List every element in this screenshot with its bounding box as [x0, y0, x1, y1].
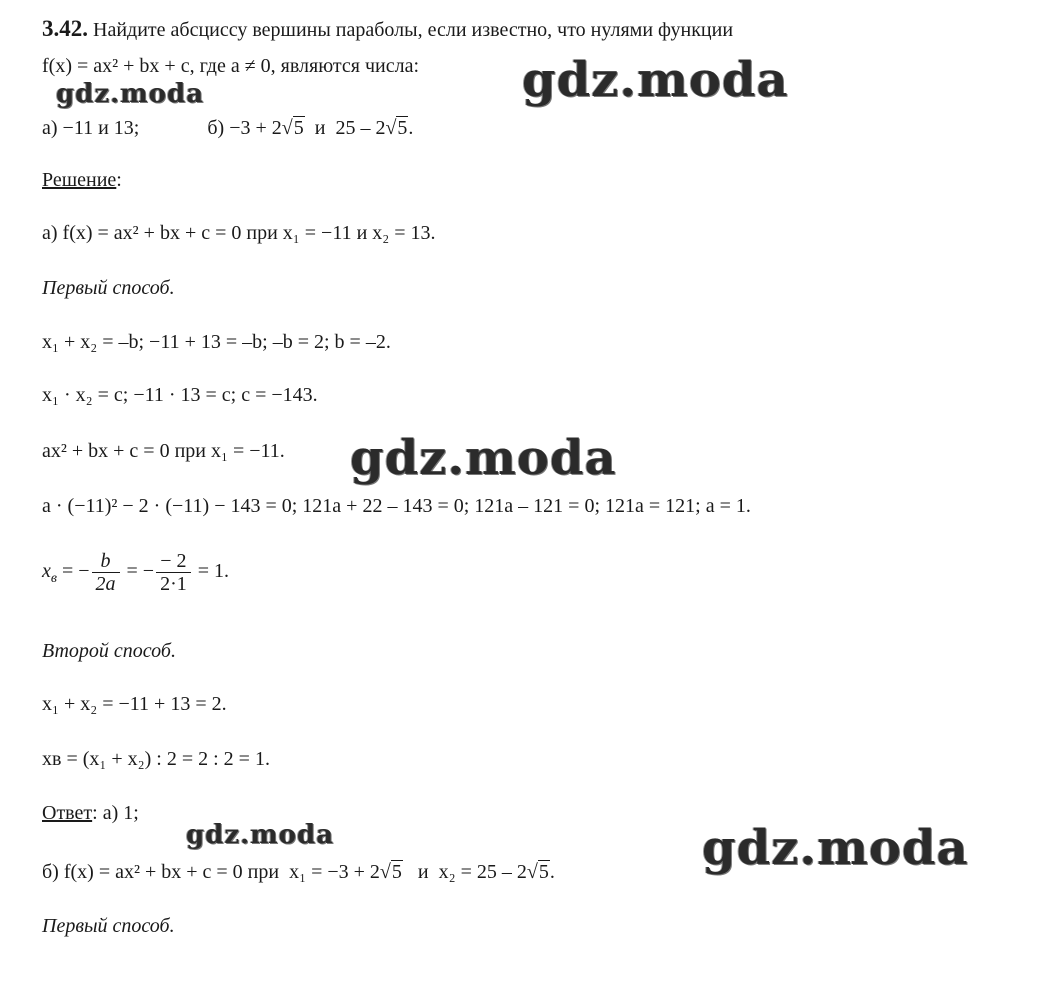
fraction-1: $\frac{b}{2a}$	[92, 550, 120, 595]
watermark-logo: gdz.moda	[186, 820, 335, 850]
part-b-radicand-1: 5	[391, 861, 402, 883]
part-a-method-1: Первый способ.	[42, 277, 175, 299]
part-a-method-2: Второй способ.	[42, 640, 176, 662]
answer-line	[42, 803, 139, 823]
part-a-line: а) f(x) = ax² + bx + c = 0 при x₁ = −11 и x₂ = 13.	[42, 222, 436, 244]
answer-label: Ответ	[42, 802, 93, 824]
problem-options: а) −11 и 13; б) −3 + 2√5 и 25 – 2√5.	[42, 117, 414, 139]
problem-number: 3.42.	[42, 16, 88, 41]
option-b-pre: −3 + 2	[229, 117, 282, 139]
vertex-formula-line: $x_в$ = − $\frac{b}{2a}$ = − $\frac{- 2}{2\cdot 1}$ = 1.	[42, 550, 230, 595]
watermark-logo: gdz.moda	[702, 820, 969, 876]
option-a-text: −11 и 13;	[62, 117, 140, 139]
vertex-2-line: xв = (x₁ + x₂) : 2 = 2 : 2 = 1.	[42, 748, 270, 770]
calculation-line: a · (−11)² − 2 · (−11) − 143 = 0; 121a + 22 – 143 = 0; 121a – 121 = 0; 121a = 121; a = 1.	[42, 495, 751, 517]
option-b-end: .	[408, 117, 414, 139]
option-b-radicand-2: 5	[397, 117, 408, 139]
option-a-label: а)	[42, 117, 58, 139]
watermark-logo: gdz.moda	[56, 79, 205, 109]
option-b-label: б)	[207, 117, 225, 139]
vieta-sum-line: x₁ + x₂ = –b; −11 + 13 = –b; –b = 2; b = –2.	[42, 331, 391, 353]
vieta-sum-2-line: x₁ + x₂ = −11 + 13 = 2.	[42, 693, 227, 715]
part-b-method-1: Первый способ.	[42, 915, 175, 937]
watermark-logo: gdz.moda	[522, 52, 789, 108]
fraction-2: $\frac{- 2}{2\cdot 1}$	[156, 550, 191, 595]
vertex-x: x	[42, 560, 51, 583]
problem-line-1	[42, 17, 733, 40]
problem-text-1: Найдите абсциссу вершины параболы, если известно, что нулями функции	[93, 19, 734, 41]
part-b-radicand-2: 5	[538, 861, 549, 883]
solution-heading: Решение:	[42, 169, 122, 191]
problem-text-2: f(x) = ax² + bx + c, где a ≠ 0, являются числа:	[42, 55, 420, 77]
vertex-sub: в	[50, 571, 57, 587]
vieta-product-line: x₁ · x₂ = c; −11 · 13 = c; c = −143.	[42, 384, 318, 406]
option-b-mid: и 25 – 2	[304, 117, 386, 139]
answer-text: : а) 1;	[92, 802, 139, 824]
part-b-line: б) f(x) = ax² + bx + c = 0 при x₁ = −3 + 2√5 и x₂ = 25 – 2√5.	[42, 861, 555, 883]
substitution-line: ax² + bx + c = 0 при x₁ = −11.	[42, 440, 285, 462]
option-b-radicand-1: 5	[293, 117, 304, 139]
watermark-logo: gdz.moda	[350, 430, 617, 486]
